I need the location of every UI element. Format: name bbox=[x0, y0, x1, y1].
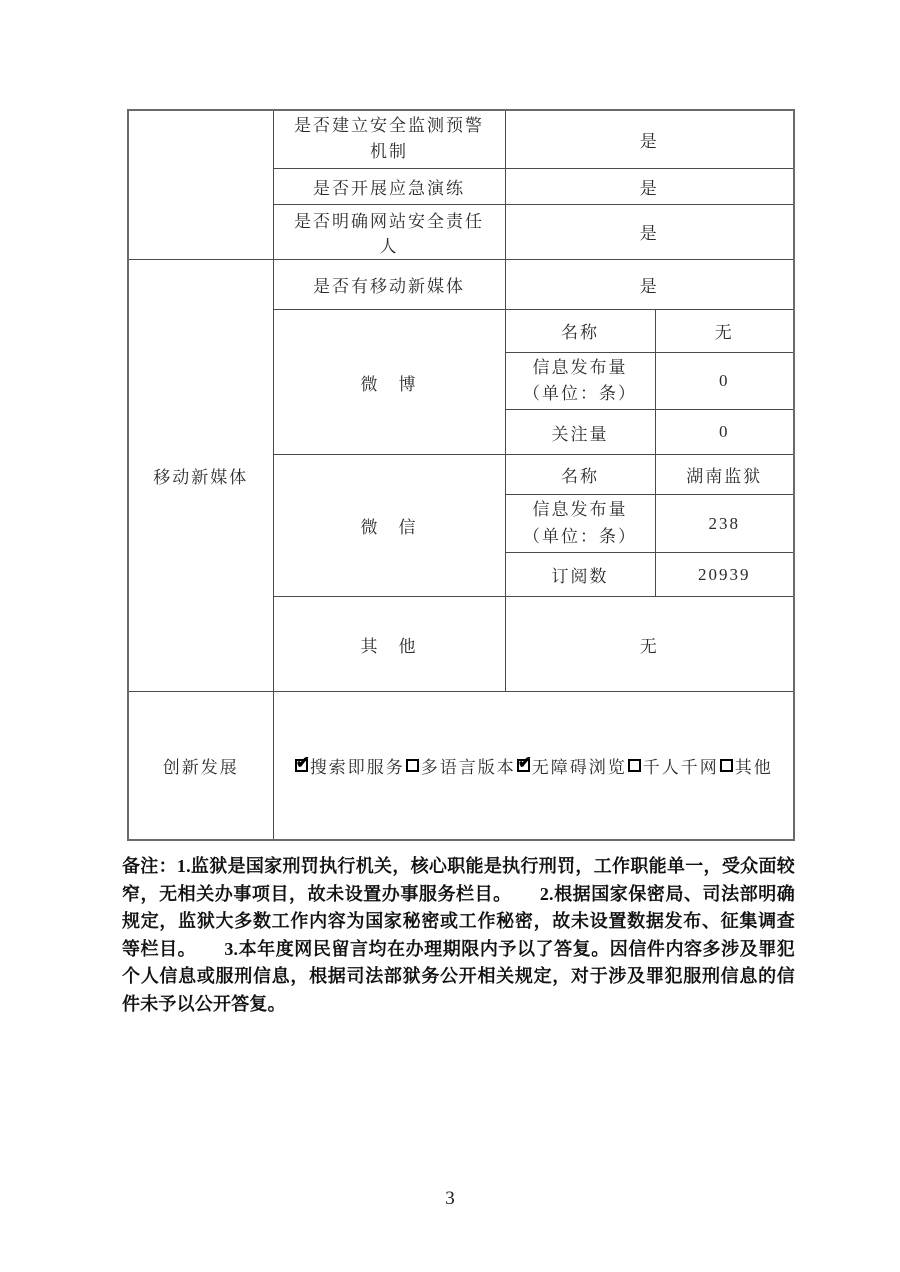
value-wechat-name: 湖南监狱 bbox=[655, 455, 794, 495]
value-security-monitoring: 是 bbox=[505, 110, 794, 168]
label-weibo-name: 名称 bbox=[505, 309, 655, 352]
option-label: 其他 bbox=[734, 757, 773, 777]
category-cell-mobile-media: 移动新媒体 bbox=[128, 259, 273, 691]
value-wechat-subscribers: 20939 bbox=[655, 553, 794, 597]
table-row bbox=[128, 259, 794, 309]
value-weibo-posts: 0 bbox=[655, 352, 794, 410]
label-text: 信息发布量 bbox=[532, 500, 628, 520]
label-other-media: 其 他 bbox=[273, 597, 505, 692]
checkbox-unchecked-icon bbox=[628, 759, 641, 772]
label-text: （单位：条） bbox=[523, 384, 637, 404]
label-text: （单位：条） bbox=[523, 526, 637, 546]
option-label: 无障碍浏览 bbox=[531, 757, 627, 777]
innovation-options-cell bbox=[273, 692, 794, 840]
option-other bbox=[719, 753, 773, 778]
report-table bbox=[127, 109, 795, 841]
check-mark-icon: ✔ bbox=[517, 752, 532, 772]
report-table-container bbox=[127, 109, 795, 841]
label-text: 是否建立安全监测预警 bbox=[294, 116, 484, 135]
label-weibo: 微 博 bbox=[273, 309, 505, 455]
checkbox-unchecked-icon bbox=[406, 759, 419, 772]
table-row bbox=[128, 110, 794, 168]
value-security-responsible-person: 是 bbox=[505, 204, 794, 259]
label-wechat-name: 名称 bbox=[505, 455, 655, 495]
option-label: 搜索即服务 bbox=[309, 757, 405, 777]
page-number: 3 bbox=[445, 1188, 455, 1209]
label-has-mobile-media: 是否有移动新媒体 bbox=[273, 259, 505, 309]
label-wechat: 微 信 bbox=[273, 455, 505, 597]
label-security-monitoring bbox=[273, 110, 505, 168]
value-weibo-followers: 0 bbox=[655, 410, 794, 455]
label-text: 机制 bbox=[370, 142, 408, 162]
label-text: 信息发布量 bbox=[532, 357, 628, 377]
label-security-responsible-person: 是否明确网站安全责任人 bbox=[273, 204, 505, 259]
option-label: 多语言版本 bbox=[420, 757, 516, 777]
option-multilingual bbox=[405, 753, 516, 778]
table-row bbox=[128, 692, 794, 840]
category-cell-empty bbox=[128, 110, 273, 259]
value-weibo-name: 无 bbox=[655, 309, 794, 352]
checkbox-checked-icon bbox=[517, 752, 532, 772]
value-has-mobile-media: 是 bbox=[505, 259, 794, 309]
value-emergency-drill: 是 bbox=[505, 168, 794, 204]
option-search-as-service bbox=[294, 753, 405, 778]
checkbox-unchecked-icon bbox=[720, 759, 733, 772]
remarks-paragraph: 备注：1.监狱是国家刑罚执行机关，核心职能是执行刑罚，工作职能单一，受众面较窄，无相关办事项目，故未设置办事服务栏目。 2.根据国家保密局、司法部明确规定，监狱大多数工作内容为国家秘密或工作秘密，故未设置数据发布、征集调查等栏目。 3.本年度网民留言均在办理期限内予以了答复。因信件内容多涉及罪犯个人信息或服刑信息，根据司法部狱务公开相关规定，对于涉及罪犯服刑信息的信件未予以公开答复。 bbox=[122, 856, 795, 1014]
value-other-media: 无 bbox=[505, 597, 794, 692]
value-wechat-posts: 238 bbox=[655, 495, 794, 553]
checkbox-options-line bbox=[286, 753, 782, 778]
option-accessibility bbox=[516, 753, 627, 778]
label-wechat-posts bbox=[505, 495, 655, 553]
option-personalized bbox=[627, 753, 719, 778]
category-cell-innovation: 创新发展 bbox=[128, 692, 273, 840]
label-weibo-followers: 关注量 bbox=[505, 410, 655, 455]
label-weibo-posts bbox=[505, 352, 655, 410]
option-label: 千人千网 bbox=[642, 757, 719, 777]
check-mark-icon: ✔ bbox=[295, 752, 310, 772]
label-wechat-subscribers: 订阅数 bbox=[505, 553, 655, 597]
checkbox-checked-icon bbox=[295, 752, 310, 772]
label-emergency-drill: 是否开展应急演练 bbox=[273, 168, 505, 204]
